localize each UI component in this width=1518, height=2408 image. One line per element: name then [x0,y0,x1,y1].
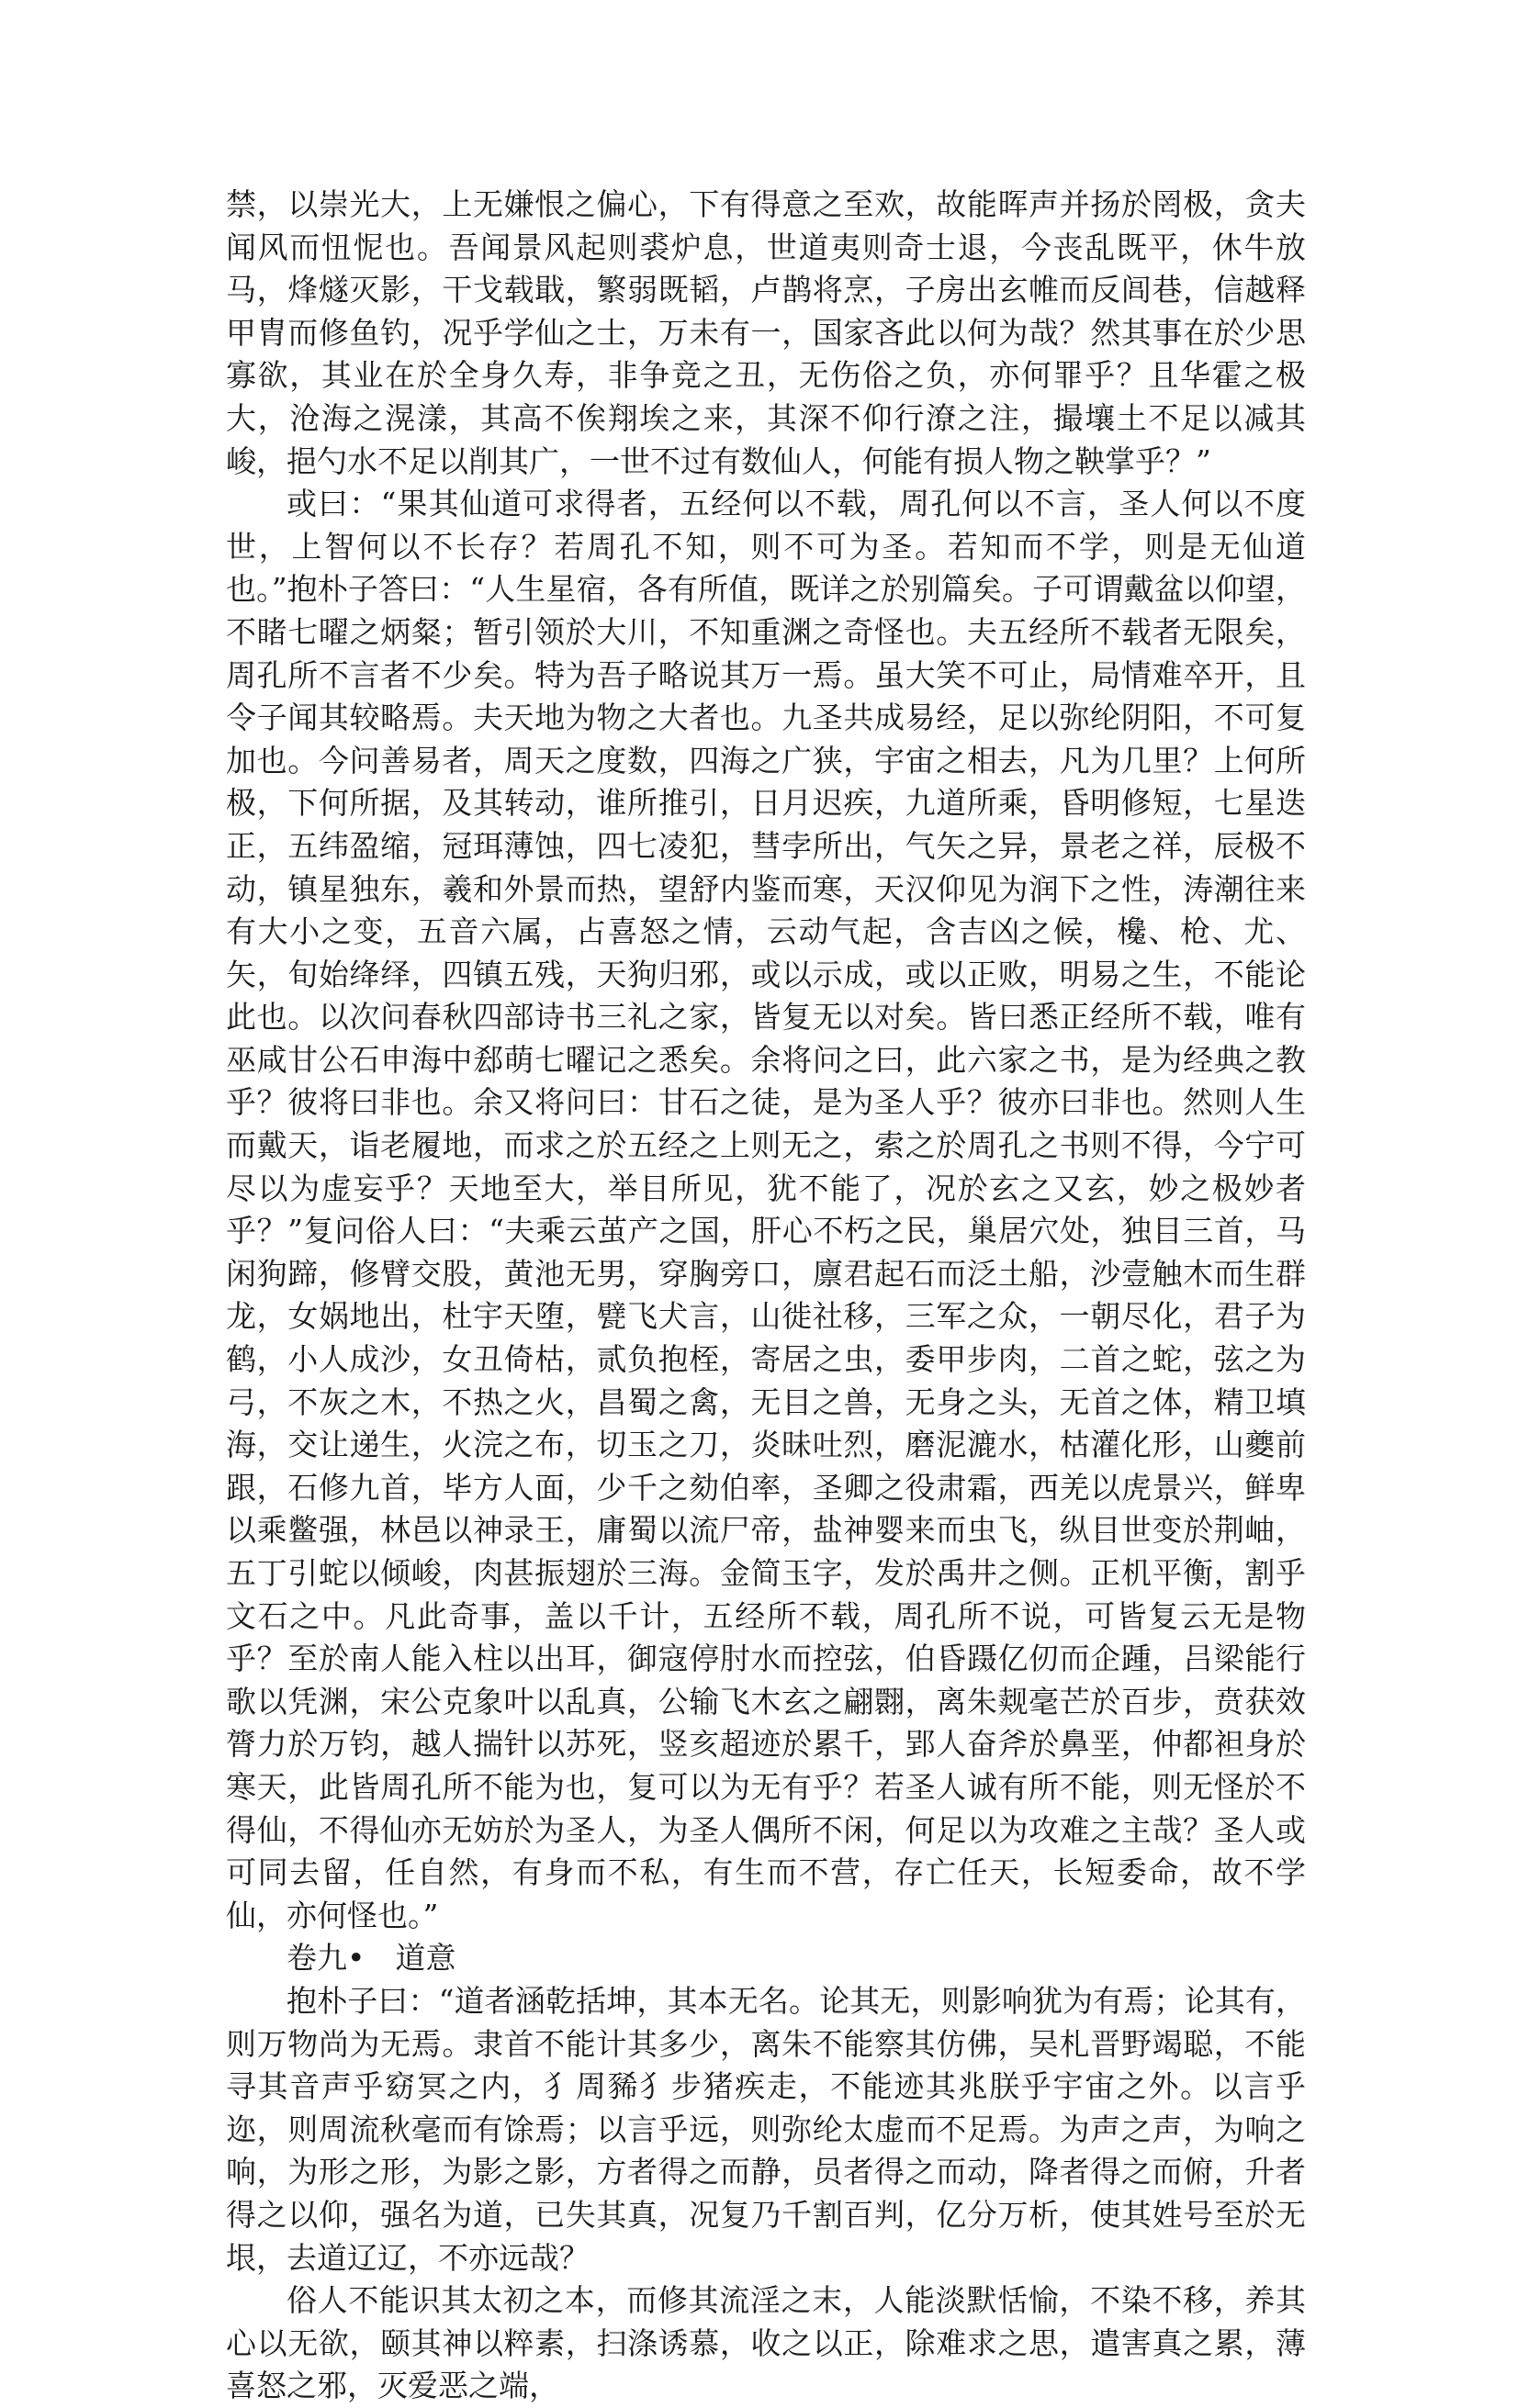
paragraph: 俗人不能识其太初之本，而修其流淫之末，人能淡默恬愉，不染不移，养其心以无欲，颐其神以粹素，扫涤诱慕，收之以正，除难求之思，遣害真之累，薄喜怒之邪，灭爱恶之端， [226,2282,1306,2404]
section-heading: 卷九• 道意 [287,1940,456,1977]
document-page [226,184,1306,2408]
paragraph: 或曰：“果其仙道可求得者，五经何以不载，周孔何以不言，圣人何以不度世，上智何以不长存？若周孔不知，则不可为圣。若知而不学，则是无仙道也。”抱朴子答曰：“人生星宿，各有所值，既详之於别篇矣。子可谓戴盆以仰望，不睹七曜之炳粲；暂引领於大川，不知重渊之奇怪也。夫五经所不载者无限矣，周孔所不言者不少矣。特为吾子略说其万一焉。虽大笑不可止，局情难卒开，且令子闻其较略焉。夫天地为物之大者也。九圣共成易经，足以弥纶阴阳，不可复加也。今问善易者，周天之度数，四海之广狭，宇宙之相去，凡为几里？上何所极，下何所据，及其转动，谁所推引，日月迟疾，九道所乘，昏明修短，七星迭正，五纬盈缩，冠珥薄蚀，四七凌犯，彗孛所出，气矢之异，景老之祥，辰极不动，镇星独东，羲和外景而热，望舒内鉴而寒，天汉仰见为润下之性，涛潮往来有大小之变，五音六属，占喜怒之情，云动气起，含吉凶之候，欃、枪、尤、矢，旬始绛绎，四镇五残，天狗归邪，或以示成，或以正败，明易之生，不能论此也。以次问春秋四部诗书三礼之家，皆复无以对矣。皆曰悉正经所不载，唯有巫咸甘公石申海中郄萌七曜记之悉矣。余将问之曰，此六家之书，是为经典之教乎？彼将曰非也。余又将问曰：甘石之徒，是为圣人乎？彼亦曰非也。然则人生而戴天，诣老履地，而求之於五经之上则无之，索之於周孔之书则不得，今宁可尽以为虚妄乎？天地至大，举目所见，犹不能了，况於玄之又玄，妙之极妙者乎？”复问俗人曰：“夫乘云茧产之国，肝心不朽之民，巢居穴处，独目三首，马闲狗蹄，修臂交股，黄池无男，穿胸旁口，廪君起石而泛土船，沙壹触木而生群龙，女娲地出，杜宇天堕，甓飞犬言，山徙社移，三军之众，一朝尽化，君子为鹤，小人成沙，女丑倚枯，贰负抱桎，寄居之虫，委甲步肉，二首之蛇，弦之为弓，不灰之木，不热之火，昌蜀之禽，无目之兽，无身之头，无首之体，精卫填海，交让递生，火浣之布，切玉之刀，炎昧吐烈，磨泥漉水，枯灌化形，山夔前跟，石修九首，毕方人面，少千之劾伯率，圣卿之役肃霜，西羌以虎景兴，鲜卑以乘鳖强，林邑以神录王，庸蜀以流尸帝，盐神婴来而虫飞，纵目世变於荆岫，五丁引蛇以倾峻，肉甚振翅於三海。金简玉字，发於禹井之侧。正机平衡，割乎文石之中。凡此奇事，盖以千计，五经所不载，周孔所不说，可皆复云无是物乎？至於南人能入柱以出耳，御寇停肘水而控弦，伯昏蹑亿仞而企踵，吕梁能行歌以凭渊，宋公克象叶以乱真，公输飞木玄之翩翾，离朱觌毫芒於百步，贲获效膂力於万钧，越人揣针以苏死，竖亥超迹於累千，郢人奋斧於鼻垩，仲都袒身於寒天，此皆周孔所不能为也，复可以为无有乎？若圣人诚有所不能，则无怪於不得仙，不得仙亦无妨於为圣人，为圣人偶所不闲，何足以为攻难之主哉？圣人或可同去留，任自然，有身而不私，有生而不营，存亡任天，长短委命，故不学仙，亦何怪也。” [226,486,1306,1933]
paragraph: 抱朴子曰：“道者涵乾括坤，其本无名。论其无，则影响犹为有焉；论其有，则万物尚为无焉。隶首不能计其多少，离朱不能察其仿佛，吴札晋野竭聪，不能寻其音声乎窈冥之内，犭周豨犭步猪疾走，不能迹其兆朕乎宇宙之外。以言乎迩，则周流秋毫而有馀焉；以言乎远，则弥纶太虚而不足焉。为声之声，为响之响，为形之形，为影之影，方者得之而静，员者得之而动，降者得之而俯，升者得之以仰，强名为道，已失其真，况复乃千割百判，亿分万析，使其姓号至於无垠，去道辽辽，不亦远哉？ [226,1982,1306,2276]
paragraph: 禁，以崇光大，上无嫌恨之偏心，下有得意之至欢，故能晖声并扬於罔极，贪夫闻风而忸怩也。吾闻景风起则裘炉息，世道夷则奇士退，今丧乱既平，休牛放马，烽燧灭影，干戈载戢，繁弱既韬，卢鹊将烹，子房出玄帷而反闾巷，信越释甲胄而修鱼钓，况乎学仙之士，万未有一，国家吝此以何为哉？然其事在於少思寡欲，其业在於全身久寿，非争竞之丑，无伤俗之负，亦何罪乎？且华霍之极大，沧海之滉漾，其高不俟翔埃之来，其深不仰行潦之注，撮壤土不足以减其峻，挹勺水不足以削其广，一世不过有数仙人，何能有损人物之鞅掌乎？” [226,186,1306,479]
